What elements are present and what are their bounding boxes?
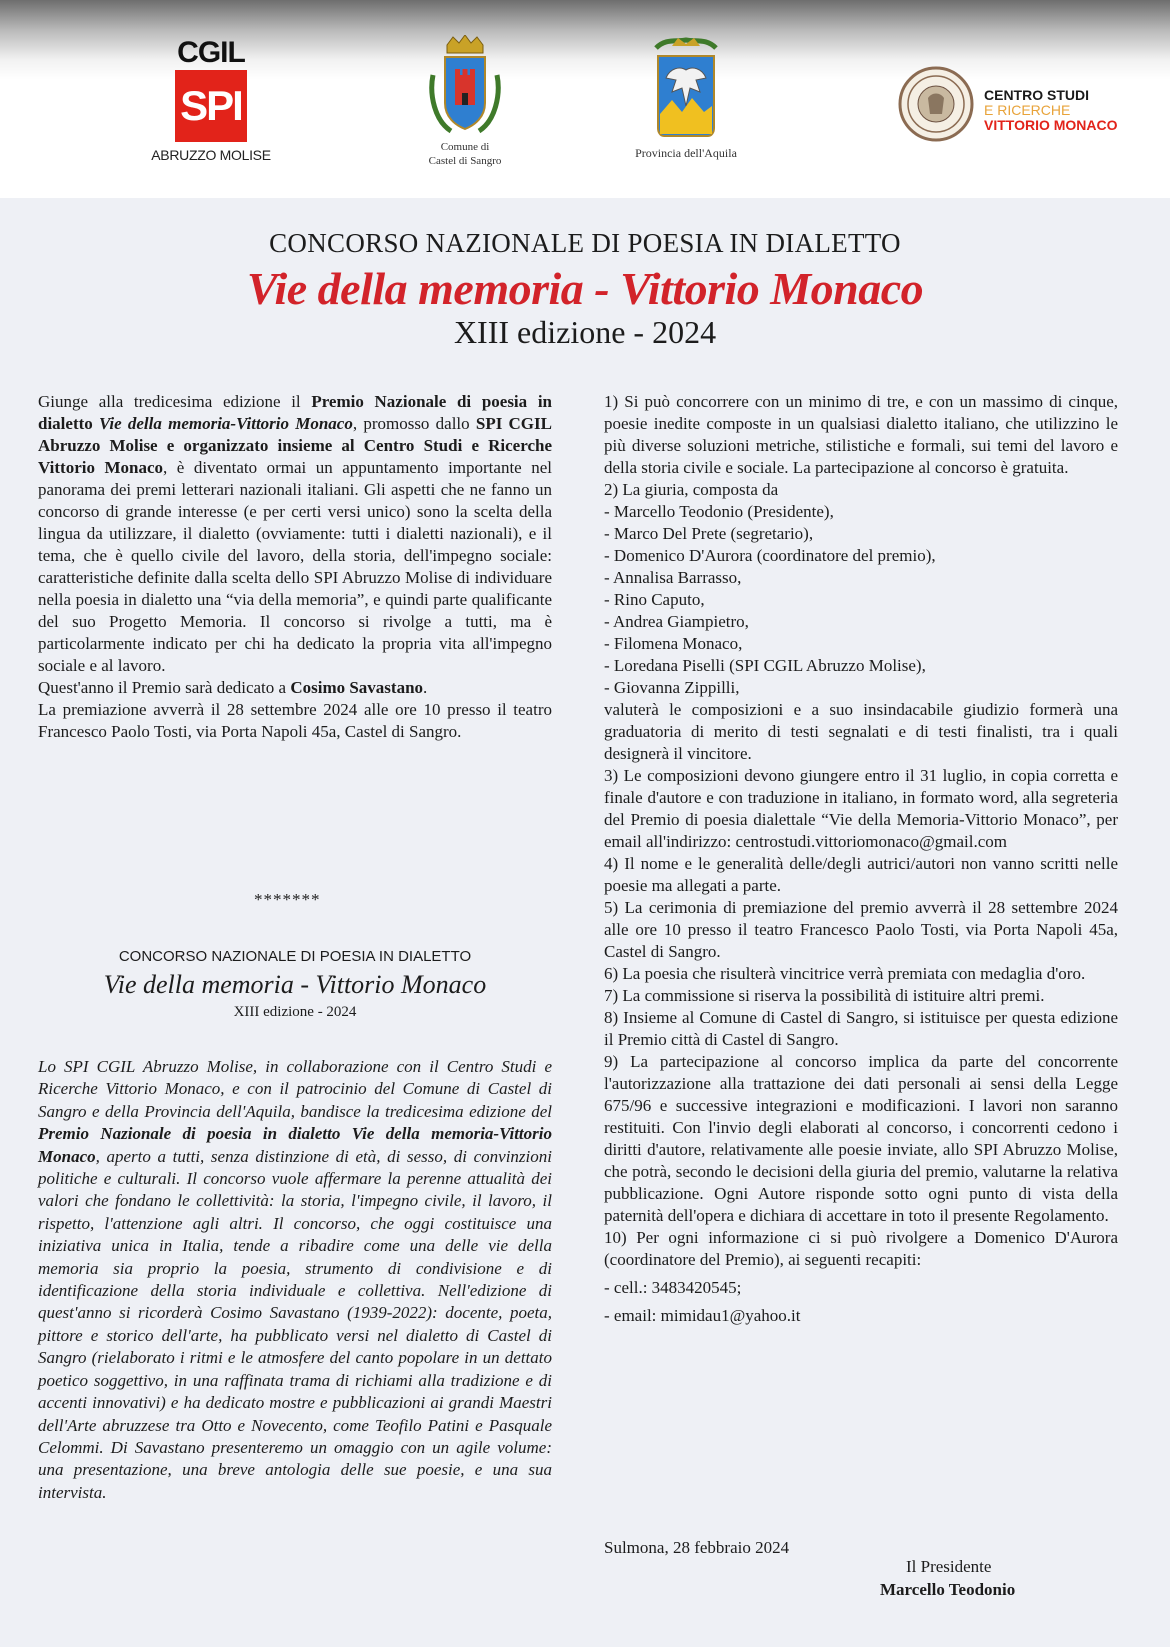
cgil-wordmark: CGIL — [177, 36, 245, 69]
competition-name: Vie della memoria - Vittorio Monaco — [246, 263, 924, 314]
jury-member: - Annalisa Barrasso, — [604, 568, 742, 587]
rule-2-end: valuterà le composizioni e a suo insindacabile giudizio formerà una graduatoria di merito di testi segnalati e di testi finalisti, tra i quali designerà il vincitore. — [604, 700, 1118, 763]
cgil-region-label: ABRUZZO MOLISE — [151, 147, 271, 163]
rule-5: 5) La cerimonia di premiazione del premio avverrà il 28 settembre 2024 alle ore 10 presso il teatro Francesco Paolo Tosti, via Porta Napoli 45a, Castel di Sangro. — [604, 898, 1118, 961]
jury-member: - Andrea Giampietro, — [604, 612, 749, 631]
rule-4: 4) Il nome e le generalità delle/degli autrici/autori non vanno scritti nelle poesie ma allegati a parte. — [604, 854, 1118, 895]
contact-email: - email: mimidau1@yahoo.it — [604, 1306, 801, 1325]
second-edition: XIII edizione - 2024 — [233, 1004, 357, 1020]
centro-line-3: VITTORIO MONACO — [984, 117, 1118, 133]
spi-wordmark: SPI — [175, 70, 247, 142]
dedication-name: Cosimo Savastano — [290, 678, 424, 697]
centro-line-2: E RICERCHE — [984, 102, 1071, 118]
second-title: CONCORSO NAZIONALE DI POESIA IN DIALETTO — [118, 948, 472, 965]
dedication-text: Quest'anno il Premio sarà dedicato a — [38, 678, 291, 697]
edition-label: XIII edizione - 2024 — [453, 314, 717, 350]
comune-caption-1: Comune di — [440, 141, 490, 153]
provincia-caption: Provincia dell'Aquila — [635, 146, 737, 160]
jury-member: - Domenico D'Aurora (coordinatore del premio), — [604, 546, 936, 565]
comune-caption-2: Castel di Sangro — [428, 155, 502, 167]
rule-1: 1) Si può concorrere con un minimo di tre, e con un massimo di cinque, poesie inedite composte in un qualsiasi dialetto italiano, che utilizzino le più diverse soluzioni metriche, stilistiche e formali, sui temi del lavoro e della storia civile e sociale. La partecipazione al concorso è gratuita. — [604, 392, 1118, 477]
announcement-part: , aperto a tutti, senza distinzione di età, di sesso, di convinzioni politiche e culturali. Il concorso vuole affermare la perenne attualità dei valori che fondano le collettività: la storia, l'impegno civile, il lavoro, il rispetto, l'attenzione agli altri. Il concorso, che oggi costituisce una iniziativa unica in Italia, tende a ribadire come una delle vie della memoria sia proprio la poesia, strumento di condivisione e di identificazione della storia individuale e collettiva. Nell'edizione di quest'anno si ricorderà Cosimo Savastano (1939-2022): docente, poeta, pittore e storico dell'arte, ha pubblicato versi nel dialetto di Castel di Sangro (rielaborato i ritmi e le atmosfere del canto popolare in un dettato poetico soggettivo, in una raffinata trama di richiami alla tradizione e di accenti innovativi) e ha dedicato mostre e pubblicazioni ai grandi Maestri dell'Arte abruzzese tra Otto e Novecento, come Teofilo Patini e Pasquale Celommi. Di Savastano presenteremo un omaggio con un agile volume: una presentazione, una breve antologia delle sue poesie, e una sua intervista. — [38, 1146, 552, 1502]
rule-7: 7) La commissione si riserva la possibilità di istituire altri premi. — [604, 986, 1045, 1005]
jury-member: - Marcello Teodonio (Presidente), — [604, 502, 834, 521]
intro-text: , è diventato ormai un appuntamento importante nel panorama dei premi letterari nazionali italiani. Gli aspetti che ne fanno un concorso di grande interesse (e per certi versi unico) sono la scelta della lingua da utilizzare, il dialetto (ovviamente: tutti i dialetti nazionali), e il tema, che è quello civile del lavoro, della storia, dell'impegno sociale: caratteristiche definite dalla scelta dello SPI Abruzzo Molise di individuare nella poesia in dialetto una “via della memoria”, e quindi parte qualificante del suo Progetto Memoria. Il concorso si rivolge a tutti, ma è particolarmente indicato per chi ha dedicato la propria vita all'impegno sociale e al lavoro. — [38, 458, 552, 675]
dedication-paragraph — [38, 677, 552, 699]
rule-9: 9) La partecipazione al concorso implica da parte del concorrente l'autorizzazione alla trattazione dei dati personali ai sensi della Legge 675/96 e successive integrazioni e modificazioni. I lavori non saranno restituiti. Con l'invio degli elaborati al concorso, i concorrenti cedono i diritti d'autore, relativamente alle poesie inviate, allo SPI Abruzzo Molise, che potrà, secondo le decisioni della giuria del premio, valutarne la relativa pubblicazione. Ogni Autore risponde sotto ogni punto di vista della paternità dell'opera e dichiara di accettare in toto il presente Regolamento. — [604, 1052, 1118, 1225]
centro-studi-seal-icon — [898, 62, 978, 146]
intro-text: , promosso dallo — [352, 414, 476, 433]
intro-text: Giunge alla tredicesima edizione il — [38, 392, 312, 411]
rule-3: 3) Le composizioni devono giungere entro il 31 luglio, in copia corretta e finale d'autore e con traduzione in italiano, in formato word, alla segreteria del Premio di poesia dialettale “Vie della Memoria-Vittorio Monaco”, per email all'indirizzo: centrostudi.vittoriomonaco@gmail.com — [604, 766, 1118, 851]
provincia-coat-of-arms-icon — [646, 36, 726, 140]
centro-line-1: CENTRO STUDI — [984, 87, 1089, 103]
intro-column — [38, 391, 552, 743]
announcement-bold: Premio Nazionale di poesia in dialetto Vie della memoria-Vittorio Monaco — [38, 1124, 552, 1166]
jury-member: - Giovanna Zippilli, — [604, 678, 740, 697]
announcement-part: Lo SPI CGIL Abruzzo Molise, in collaborazione con il Centro Studi e Ricerche Vittorio Monaco, e con il patrocinio del Comune di Castel di Sangro e della Provincia dell'Aquila, bandisce la tredicesima edizione del — [38, 1057, 552, 1121]
jury-member: - Filomena Monaco, — [604, 634, 743, 653]
rule-6: 6) La poesia che risulterà vincitrice verrà premiata con medaglia d'oro. — [604, 964, 1086, 983]
second-subtitle: Vie della memoria - Vittorio Monaco — [103, 970, 487, 999]
logo-header — [0, 0, 1170, 198]
jury-member: - Loredana Piselli (SPI CGIL Abruzzo Molise), — [604, 656, 926, 675]
jury-member: - Rino Caputo, — [604, 590, 705, 609]
dedication-text: . — [423, 678, 428, 697]
jury-member: - Marco Del Prete (segretario), — [604, 524, 814, 543]
intro-bold-italic: Vie della memoria-Vittorio Monaco — [99, 414, 353, 433]
cgil-spi-logo — [146, 38, 276, 168]
provincia-aquila-logo — [616, 36, 756, 161]
signature-name: Marcello Teodonio — [880, 1580, 1016, 1599]
ceremony-paragraph: La premiazione avverrà il 28 settembre 2024 alle ore 10 presso il teatro Francesco Paolo Tosti, via Porta Napoli 45a, Castel di Sangro. — [38, 700, 552, 741]
announcement-text — [38, 1056, 552, 1504]
centro-studi-logo — [898, 62, 1128, 146]
intro-bold: Premio Nazionale di poesia in dialetto — [38, 392, 553, 433]
signature-role: Il Presidente — [906, 1557, 992, 1576]
rules-column — [604, 391, 1118, 1327]
rule-2-intro: 2) La giuria, composta da — [604, 480, 779, 499]
rule-8: 8) Insieme al Comune di Castel di Sangro, si istituisce per questa edizione il Premio città di Castel di Sangro. — [604, 1008, 1118, 1049]
centro-studi-wordmark — [984, 88, 1118, 133]
intro-bold: SPI CGIL Abruzzo Molise e organizzato insieme al Centro Studi e Ricerche Vittorio Monaco — [38, 414, 552, 477]
intro-paragraph — [38, 391, 552, 677]
section-separator: ******* — [254, 890, 321, 909]
comune-castel-di-sangro-logo — [410, 35, 520, 167]
contact-cell: - cell.: 3483420545; — [604, 1278, 742, 1297]
page-title: CONCORSO NAZIONALE DI POESIA IN DIALETTO — [269, 228, 901, 258]
rule-10: 10) Per ogni informazione ci si può rivolgere a Domenico D'Aurora (coordinatore del Premio), ai seguenti recapiti: — [604, 1228, 1118, 1269]
comune-coat-of-arms-icon — [425, 35, 505, 139]
signature-date: Sulmona, 28 febbraio 2024 — [604, 1538, 790, 1557]
